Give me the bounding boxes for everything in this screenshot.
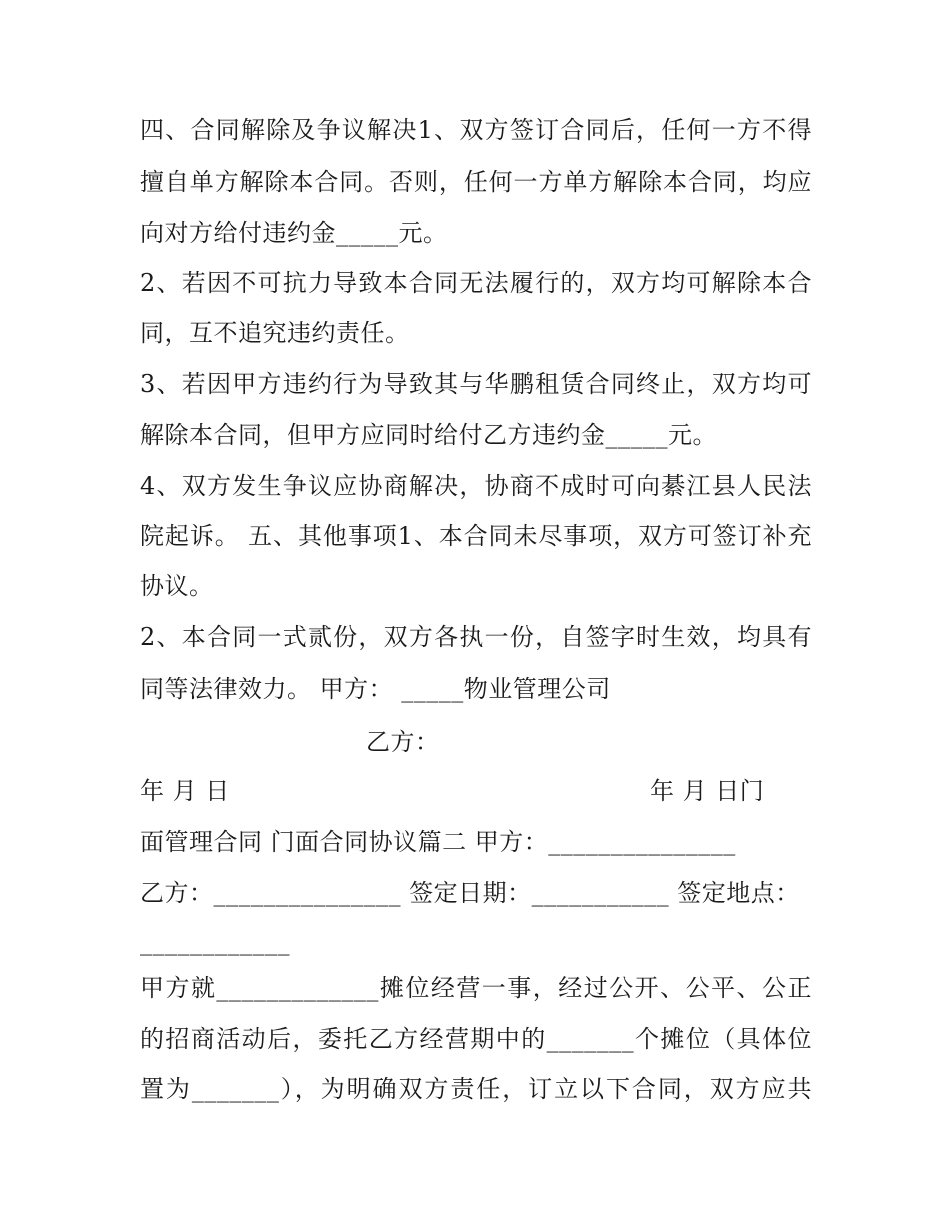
paragraph-line: 同，互不追究违约责任。 bbox=[140, 319, 410, 347]
paragraph-line: 4、双方发生争议应协商解决，协商不成时可向綦江县人民法 bbox=[140, 472, 812, 500]
paragraph-line: 向对方给付违约金_____元。 bbox=[140, 219, 448, 247]
signature-line-party-a: 同等法律效力。 甲方： _____物业管理公司 bbox=[140, 675, 611, 703]
paragraph-line: 2、若因不可抗力导致本合同无法履行的，双方均可解除本合 bbox=[140, 269, 812, 297]
paragraph-line: 乙方：_______________ 签定日期：___________ 签定地点： bbox=[140, 879, 800, 907]
paragraph-line: 2、本合同一式贰份，双方各执一份，自签字时生效，均具有 bbox=[140, 623, 812, 651]
date-right: 年 月 日门 bbox=[650, 777, 765, 805]
paragraph-line: 3、若因甲方违约行为导致其与华鹏租赁合同终止，双方均可 bbox=[140, 370, 812, 398]
paragraph-line: ____________ bbox=[140, 928, 290, 956]
paragraph-line: 置为_______），为明确双方责任，订立以下合同，双方应共 bbox=[140, 1075, 812, 1103]
signature-line-party-b: 乙方： bbox=[366, 728, 440, 756]
paragraph-line: 四、合同解除及争议解决1、双方签订合同后，任何一方不得 bbox=[140, 116, 812, 144]
paragraph-line: 院起诉。 五、其他事项1、本合同未尽事项，双方可签订补充 bbox=[140, 522, 812, 550]
paragraph-line: 协议。 bbox=[140, 572, 214, 600]
paragraph-line: 擅自单方解除本合同。否则，任何一方单方解除本合同，均应 bbox=[140, 168, 812, 196]
date-left: 年 月 日 bbox=[140, 777, 230, 805]
paragraph-line: 面管理合同 门面合同协议篇二 甲方：_______________ bbox=[140, 828, 736, 856]
paragraph-line: 的招商活动后，委托乙方经营期中的_______个摊位（具体位 bbox=[140, 1025, 812, 1053]
paragraph-line: 解除本合同，但甲方应同时给付乙方违约金_____元。 bbox=[140, 421, 717, 449]
paragraph-line: 甲方就_____________摊位经营一事，经过公开、公平、公正 bbox=[140, 974, 812, 1002]
